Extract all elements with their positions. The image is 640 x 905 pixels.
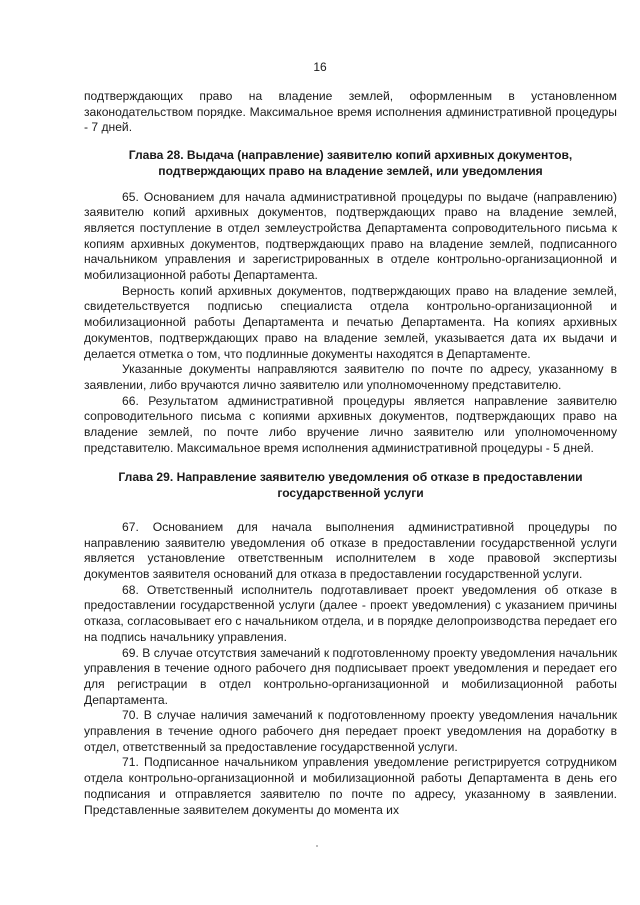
chapter-29-title: Глава 29. Направление заявителю уведомления об отказе в предоставлении государственной услуги — [118, 470, 583, 501]
paragraph-70: 70. В случае наличия замечаний к подготовленному проекту уведомления начальник управления в течение одного рабочего дня передает проект уведомления на доработку в отдел, ответственный за предоставление государственной услуги. — [84, 708, 617, 754]
paragraph-65: 65. Основанием для начала административной процедуры по выдаче (направлению) заявителю копий архивных документов, подтверждающих право на владение землей, является поступление в отдел землеустройства Департамента сопроводительного письма к копиям архивных документов, подтверждающих право на владение землей, подписанного начальником управления и зарегистрированных в отделе контрольно-организационной и мобилизационной работы Департамента. — [84, 189, 617, 283]
paragraph-68: 68. Ответственный исполнитель подготавливает проект уведомления об отказе в предоставлении государственной услуги (далее - проект уведомления) с указанием причины отказа, согласовывает его с начальником отдела, и в порядке делопроизводства передает его на подпись начальнику управления. — [84, 582, 617, 644]
paragraph-67: 67. Основанием для начала выполнения административной процедуры по направлению заявителю уведомления об отказе в предоставлении государственной услуги является установление ответственным исполнителем в ходе правовой экспертизы документов заявителя оснований для отказа в предоставлении государственной услуги. — [84, 519, 617, 581]
intro-paragraph: подтверждающих право на владение землей, оформленным в установленном законодательством порядке. Максимальное время исполнения административной процедуры - 7 дней. — [84, 89, 617, 135]
paragraph-71: 71. Подписанное начальником управления уведомление регистрируется сотрудником отдела контрольно-организационной и мобилизационной работы Департамента в день его подписания и отправляется заявителю по почте по адресу, указанному в заявлении. Представленные заявителем документы до момента их — [84, 755, 617, 817]
chapter-28-title: Глава 28. Выдача (направление) заявителю копий архивных документов, подтверждающих право на владение землей, или уведомления — [128, 148, 573, 178]
paragraph-69: 69. В случае отсутствия замечаний к подготовленному проекту уведомления начальник управления в течение одного рабочего дня подписывает проект уведомления и передает его для регистрации в отдел контрольно-организационной и мобилизационной работы Департамента. — [84, 645, 617, 707]
paragraph-copies-certification: Верность копий архивных документов, подтверждающих право на владение землей, свидетельствуется подписью специалиста отдела контрольно-организационной и мобилизационной работы Департамента и печатью Департамента. На копиях архивных документов, подтверждающих право на владение землей, указывается дата их выдачи и делается отметка о том, что подлинные документы находятся в Департаменте. — [84, 283, 617, 361]
paragraph-documents-delivery: Указанные документы направляются заявителю по почте по адресу, указанному в заявлении, либо вручаются лично заявителю или уполномоченному представителю. — [84, 362, 617, 392]
page-number: 16 — [313, 60, 327, 74]
scan-mark — [316, 845, 318, 847]
document-body — [84, 89, 617, 818]
paragraph-66: 66. Результатом административной процедуры является направление заявителю сопроводительного письма с копиями архивных документов, подтверждающих право на владение землей, по почте либо вручение лично заявителю или уполномоченному представителю. Максимальное время исполнения административной процедуры - 5 дней. — [84, 393, 617, 455]
